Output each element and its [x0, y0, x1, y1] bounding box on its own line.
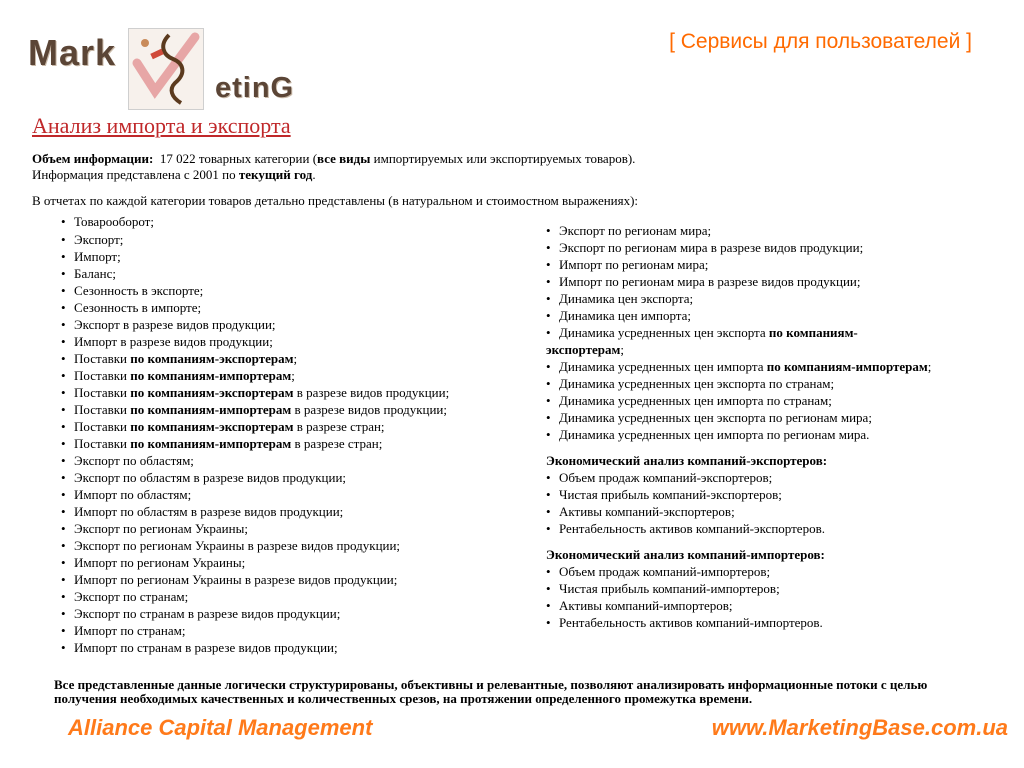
- info-rest: импортируемых или экспортируемых товаров).: [370, 151, 636, 166]
- list-item-text: Импорт по областям в разрезе видов продукции;: [74, 504, 344, 519]
- list-item: [61, 486, 501, 503]
- logo-text-mark: Mark: [28, 32, 117, 73]
- list-item-pre: Поставки: [74, 351, 131, 366]
- info-block: [32, 151, 932, 183]
- list-item-text: Экспорт по регионам мира в разрезе видов продукции;: [559, 240, 864, 255]
- list-item: [546, 409, 986, 426]
- list-item-text: Экспорт по регионам Украины;: [74, 521, 248, 536]
- list-item-text: Экспорт по странам;: [74, 589, 189, 604]
- list-item-bold: по компаниям-импортерам: [130, 368, 292, 383]
- logo: [28, 28, 328, 110]
- list-item-text: Экспорт по областям в разрезе видов продукции;: [74, 470, 347, 485]
- list-item: [546, 392, 986, 409]
- list-item: [61, 282, 501, 299]
- list-item: [546, 597, 986, 614]
- logo-text-eting: etinG: [215, 72, 295, 104]
- list-item-post: ;: [291, 368, 295, 383]
- summary-text: Все представленные данные логически структурированы, объективны и релевантные, позволяют анализировать информационные потоки с целью получения необходимых качественных и количественных срезов, на протяжении определенного промежутка времени.: [54, 677, 928, 706]
- list-item-pre: Поставки: [74, 368, 131, 383]
- list-item-post: ;: [927, 359, 932, 374]
- list-item-pre: Поставки: [74, 436, 131, 451]
- intro-text: В отчетах по каждой категории товаров детально представлены (в натуральном и стоимостном выражениях):: [32, 193, 639, 208]
- list-item-text: Динамика цен импорта;: [559, 308, 691, 323]
- list-item-post: в разрезе стран;: [293, 419, 385, 434]
- list-item: [61, 554, 501, 571]
- footer-url[interactable]: www.MarketingBase.com.ua: [711, 715, 1008, 740]
- list-item: [546, 580, 986, 597]
- list-item: [61, 248, 501, 265]
- exporters-list: [546, 469, 986, 537]
- list-item-text: Активы компаний-импортеров;: [559, 598, 733, 613]
- list-item: [61, 571, 501, 588]
- list-item: [546, 239, 986, 256]
- list-item-text: Экспорт по регионам мира;: [559, 223, 712, 238]
- info-label: Объем информации:: [32, 151, 154, 166]
- list-item-text: Экспорт;: [74, 232, 124, 247]
- list-item-post: ;: [293, 351, 298, 366]
- list-item: [546, 614, 986, 631]
- info-line-2: [32, 167, 932, 183]
- list-item-pre: Динамика усредненных цен экспорта: [559, 325, 769, 340]
- checkmark-logo-icon: [128, 28, 204, 110]
- info-period: Информация представлена с 2001 по: [32, 167, 239, 182]
- list-item-bold: по компаниям-экспортерам: [130, 385, 294, 400]
- importers-heading: Экономический анализ компаний-импортеров:: [546, 547, 825, 562]
- list-item-text: Динамика усредненных цен импорта по регионам мира.: [559, 427, 870, 442]
- list-item: [61, 333, 501, 350]
- list-item-text: Импорт по регионам мира;: [559, 257, 709, 272]
- list-item-text: Экспорт по странам в разрезе видов продукции;: [74, 606, 341, 621]
- list-item: [61, 469, 501, 486]
- list-item-text: Рентабельность активов компаний-экспортеров.: [559, 521, 825, 536]
- list-item: [546, 273, 986, 290]
- list-item: [61, 213, 501, 230]
- info-line-1: [32, 151, 932, 167]
- list-item-text: Импорт по странам в разрезе видов продукции;: [74, 640, 338, 655]
- list-item-pre: Поставки: [74, 402, 131, 417]
- list-item-post: в разрезе видов продукции;: [291, 402, 447, 417]
- list-item-text: Импорт по регионам Украины в разрезе видов продукции;: [74, 572, 398, 587]
- list-item: [61, 452, 501, 469]
- info-current-year: текущий год: [238, 167, 313, 182]
- list-item-pre: Динамика усредненных цен импорта: [559, 359, 767, 374]
- list-item-text: Импорт по областям;: [74, 487, 192, 502]
- list-item: [61, 401, 501, 418]
- list-item-text: Импорт в разрезе видов продукции;: [74, 334, 273, 349]
- list-item-text: Импорт;: [74, 249, 121, 264]
- list-item: [61, 537, 501, 554]
- list-item: [546, 290, 986, 307]
- list-item: [546, 503, 986, 520]
- list-item: [61, 588, 501, 605]
- list-item: [546, 375, 986, 392]
- list-item-text: Импорт по регионам Украины;: [74, 555, 246, 570]
- list-item: [546, 256, 986, 273]
- list-item-text: Экспорт по регионам Украины в разрезе видов продукции;: [74, 538, 401, 553]
- list-item: [61, 418, 501, 435]
- list-item-text: Экспорт по областям;: [74, 453, 194, 468]
- list-item-text: Рентабельность активов компаний-импортеров.: [559, 615, 823, 630]
- list-item: [61, 367, 501, 384]
- list-item: [546, 486, 986, 503]
- list-item-post: в разрезе видов продукции;: [293, 385, 450, 400]
- info-all-types: все виды: [317, 151, 371, 166]
- list-item-text: Импорт по регионам мира в разрезе видов продукции;: [559, 274, 861, 289]
- right-report-list: [546, 222, 986, 443]
- list-item: [61, 384, 501, 401]
- list-item: [61, 622, 501, 639]
- section-title: Анализ импорта и экспорта: [32, 113, 291, 138]
- list-item-text: Динамика усредненных цен экспорта по регионам мира;: [559, 410, 872, 425]
- left-column: [61, 213, 501, 656]
- importers-list: [546, 563, 986, 631]
- list-item: [61, 299, 501, 316]
- list-item: [546, 222, 986, 239]
- info-period-end: .: [312, 167, 316, 182]
- list-item: [546, 358, 986, 375]
- list-item: [61, 639, 501, 656]
- list-item-text: Чистая прибыль компаний-экспортеров;: [559, 487, 782, 502]
- list-item-text: Экспорт в разрезе видов продукции;: [74, 317, 276, 332]
- list-item-bold: по компаниям-экспортерам: [130, 351, 294, 366]
- list-item-post: в разрезе стран;: [291, 436, 383, 451]
- list-item: [546, 426, 986, 443]
- list-item-text: Объем продаж компаний-экспортеров;: [559, 470, 773, 485]
- list-item: [61, 520, 501, 537]
- list-item-bold: по компаниям-импортерам: [130, 436, 292, 451]
- list-item: [61, 231, 501, 248]
- left-report-list: [61, 213, 501, 656]
- list-item: [61, 265, 501, 282]
- list-item: [61, 435, 501, 452]
- list-item: [61, 316, 501, 333]
- list-item-text: Активы компаний-экспортеров;: [559, 504, 735, 519]
- list-item: [546, 563, 986, 580]
- list-item-text: Чистая прибыль компаний-импортеров;: [559, 581, 780, 596]
- page-header-title: [ Сервисы для пользователей ]: [669, 30, 972, 53]
- list-item-text: Товарооборот;: [74, 214, 154, 229]
- list-item-text: Объем продаж компаний-импортеров;: [559, 564, 771, 579]
- list-item-bold: по компаниям-импортерам: [766, 359, 928, 374]
- list-item-pre: Поставки: [74, 419, 131, 434]
- list-item-bold: по компаниям-экспортерам: [546, 325, 858, 357]
- list-item-bold: по компаниям-экспортерам: [130, 419, 294, 434]
- list-item-text: Сезонность в импорте;: [74, 300, 202, 315]
- list-item-bold: по компаниям-импортерам: [130, 402, 292, 417]
- list-item: [61, 503, 501, 520]
- list-item: [61, 350, 501, 367]
- list-item-post: ;: [620, 342, 624, 357]
- exporters-heading: Экономический анализ компаний-экспортеров:: [546, 453, 828, 468]
- list-item-pre: Поставки: [74, 385, 131, 400]
- footer-company: Alliance Capital Management: [68, 715, 373, 740]
- list-item: [546, 520, 986, 537]
- list-item-text: Сезонность в экспорте;: [74, 283, 204, 298]
- list-item-text: Баланс;: [74, 266, 116, 281]
- list-item: [61, 605, 501, 622]
- right-column: [546, 222, 986, 631]
- list-item-text: Динамика усредненных цен экспорта по странам;: [559, 376, 835, 391]
- list-item-text: Динамика цен экспорта;: [559, 291, 694, 306]
- list-item-text: Динамика усредненных цен импорта по странам;: [559, 393, 832, 408]
- list-item: [546, 469, 986, 486]
- list-item: [546, 324, 891, 358]
- list-item-text: Импорт по странам;: [74, 623, 186, 638]
- list-item: [546, 307, 986, 324]
- info-count: 17 022 товарных категории (: [159, 151, 318, 166]
